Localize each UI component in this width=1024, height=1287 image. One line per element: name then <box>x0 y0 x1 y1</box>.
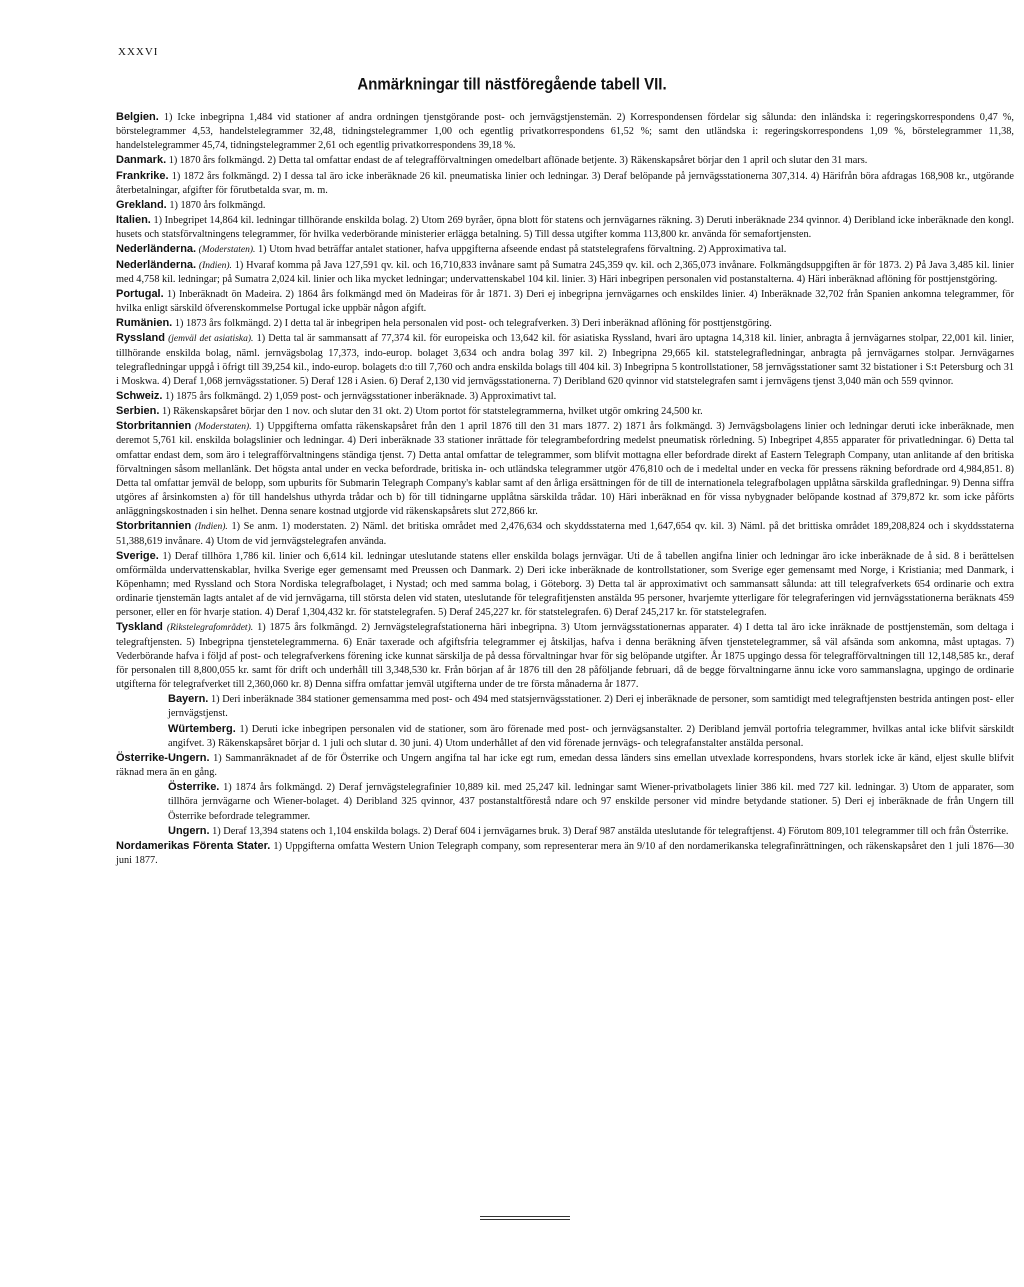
note-text: 1) Inberäknadt ön Madeira. 2) 1864 års folkmängd med ön Madeiras för år 1871. 3) Deri ej inbegripna jernvägarnes och enskildes linier. 4) Inberäknade 32,702 från Spanien ankomna telegrammer, för hvilka enligt särskild öfverenskommelse Portugal icke uppbär någon afgift. <box>116 288 1014 315</box>
note-text: 1) 1870 års folkmängd. 2) Detta tal omfattar endast de af telegrafförvaltningen omedelbart aflönade betjente. 3) Räkenskapsåret börjar den 1 april och slutar den 31 mars. <box>168 155 868 167</box>
note-text: 1) 1874 års folkmängd. 2) Deraf jernvägstelegrafinier 10,889 kil. med 25,247 kil. ledningar samt Wiener-privatbolagets linier 386 kil. med 727 kil. ledningar. 3) Utom de apparater, som tillhöra jernvägarne och Wiener-bolaget. 4) Deribland 325 qvinnor, 437 postanstaltförestå ndare och 97 enskilde personer vid mindre betydande stationer. 5) Deri ej inberäknade de från Ungern till Österrike befordrade telegrammer. <box>168 782 1014 822</box>
note-text: 1) Utom hvad beträffar antalet stationer, hafva uppgifterna afseende endast på statstelegrafens förvaltning. 2) Approximativa tal. <box>257 244 787 256</box>
note-text: 1) Deri inberäknade 384 stationer gemensamma med post- och 494 med statsjernvägsstationer. 2) Deri ej inberäknade de personer, som samtidigt med telegraftjensten bestrida antingen post- eller jernvägstjenst. <box>168 694 1015 720</box>
page-number: XXXVI <box>118 46 159 58</box>
note-country: Danmark. <box>116 154 167 167</box>
note-country: Frankrike. <box>116 169 169 182</box>
note-country-qualifier: (jemväl det asiatiska). <box>168 334 254 345</box>
note-country: Nederländerna. <box>116 243 197 256</box>
note-country: Tyskland <box>116 621 163 634</box>
note-country: Ryssland <box>116 332 165 345</box>
note-item <box>116 839 1014 868</box>
note-country: Italien. <box>116 214 151 227</box>
note-item <box>116 169 1014 198</box>
note-country: Schweiz. <box>116 389 163 402</box>
note-item <box>116 519 1014 548</box>
note-item <box>116 198 1014 213</box>
note-text: 1) Sammanräknadet af de för Österrike och Ungern angifna tal har icke egt rum, emedan dessa länders sins emellan utvexlade korrespondens, hvars storlek icke är känd, eljest skulle blifvit räknad mera än en gång. <box>116 752 1014 779</box>
note-country: Nordamerikas Förenta Stater. <box>116 839 271 852</box>
note-item <box>116 404 1014 419</box>
note-item <box>116 287 1014 316</box>
note-country: Storbritannien <box>116 420 192 433</box>
note-text: 1) Inbegripet 14,864 kil. ledningar tillhörande enskilda bolag. 2) Utom 269 byråer, öpna blott för statens och jernvägarnes räkning. 3) Deruti inberäknade 234 qvinnor. 4) Deribland icke inberäknade den kongl. husets och statsförvaltningens telegrammer, för hvilka vederbörande ministerier erlägga betalning. 5) Till dessa utgifter komma 113,800 kr. använda för semafortjensten. <box>116 215 1014 241</box>
footer-rule <box>480 1216 570 1217</box>
note-country-qualifier: (Indien). <box>198 260 232 271</box>
note-text: 1) Hvaraf komma på Java 127,591 qv. kil. och 16,710,833 invånare samt på Sumatra 245,359 qv. kil. och 2,365,073 invånare. Folkmängdsuppgiften är för 1873. 2) På Java 3,485 kil. linier med 4,758 kil. ledningar; på Sumatra 2,024 kil. linier och lika mycket ledningar; undervattenskabel 104 kil. linier. 3) Häri inbegripen personalen vid postanstalterna. 4) Häri inberäknad aflöning för posttjenstgöring. <box>116 259 1014 285</box>
note-item <box>116 258 1014 287</box>
note-text: 1) 1872 års folkmängd. 2) I dessa tal äro icke inberäknade 26 kil. pneumatiska linier och ledningar. 3) Deraf belöpande på jernvägsstationerna 307,314. 4) Härifrån böra afdragas 168,908 kr., utgörande återbetalningar, afgifter för förutbetalda svar, m. m. <box>116 170 1014 196</box>
note-text: 1) Uppgifterna omfatta Western Union Telegraph company, som representerar mera än 9/10 af den nordamerikanska telegrafinrättningen, och räkenskapsåret den 1 juli 1876—30 juni 1877. <box>116 840 1014 866</box>
note-country: Sverige. <box>116 549 159 562</box>
note-text: 1) Uppgifterna omfatta räkenskapsåret från den 1 april 1876 till den 31 mars 1877. 2) 1871 års folkmängd. 3) Jernvägsbolagens linier och ledningar deruti icke inberäknade, men deremot 5,761 kil. enskilda bolagslinier och ledningar. 4) Deri inberäknade 33 stationer inrättade för telegrambefordring medelst pneumatisk rörledning. 5) Inbegripet 4,855 apparater för privatledningar. 6) Detta tal omfattar endast dem, som äro i telegrafförvaltningens ständiga tjenst. 7) Detta antal omfattar de telegrammer, som blifvit mottagna eller befordrade direkt af Eastern Telegraph Company, utan anlitande af den britiska förvaltningen såsom mellanlänk. Det högsta antal under en vecka befordrade, britiska in- och utländska telegrammer utgör 476,810 och de i medeltal under en vecka för pressens räkning befordrade ord 4,984,851. 8) Detta tal omfattar jemväl de belopp, som upburits för Submarin Telegraph Company's kablar samt af den årliga ersättningen för de till de internationela telegrafbolagen upplåtna särskilda grafledningar. 9) Denna siffra utgöres af årsinkomsten a) för till handelshus uthyrda trådar och b) för till tidningarne upplåtna särskilda trådar. 10) Häri inberäknad en för vissa nybygnader belöpande kostnad af 379,872 kr. som icke påförts anläggningskostnaden i sin helhet. Denna senare kostnad utgjorde vid räkenskapsårets slut 272,866 kr. <box>116 421 1015 518</box>
footer-rule-lower <box>480 1219 570 1220</box>
note-country-qualifier: (Moderstaten). <box>194 422 252 433</box>
note-text: 1) Deraf tillhöra 1,786 kil. linier och 6,614 kil. ledningar uteslutande statens eller enskilda bolags jernvägar. Uti de å tabellen angifna linier och ledningar äro icke inberäknade de å sid. 8 i berättelsen omförmälda undervattenskablar, hvilka Sverige eger gemensamt med Preussen och Danmark. 2) Deri icke inberäknade de kontrollstationer, som Sverige eger gemensamt med Norge, i Kristiania; med Danmark, i Köpenhamn; med Ryssland och Stora Nordiska telegrafbolaget, i Nystad; och med samma bolag, i Göteborg. 3) Detta tal är approximativt och sammansatt sålunda: att till telegrafverkets 654 ordinarie och extra ordinarie tjenstemän lagts antalet af de vid jernvägarna, till största delen vid staten, uteslutande för telegrafitjensten anstälda 95 personer, hvarjemte ytterligare för telegraferingen vid jernvägsstationerna beräknats 459 personer, eller en för hvarje station. 4) Deraf 1,304,432 kr. för statstelegrafen. 5) Deraf 245,227 kr. för statstelegrafen. 6) Deraf 245,217 kr. för statstelegrafen. <box>116 550 1014 619</box>
note-country: Österrike. <box>168 781 220 794</box>
note-text: 1) Se anm. 1) moderstaten. 2) Näml. det britiska området med 2,476,634 och skyddsstaterna med 1,647,654 qv. kil. 3) Näml. på det brittiska området 189,208,824 och i skyddsstaterna 51,388,619 invånare. 4) Utom de vid jernvägstelegrafen använda. <box>116 521 1014 547</box>
note-item <box>116 549 1014 621</box>
note-country-qualifier: (Rikstelegrafområdet). <box>166 623 254 634</box>
note-country-qualifier: (Indien). <box>194 522 228 533</box>
note-text: 1) 1870 års folkmängd. <box>169 199 266 211</box>
note-country-qualifier: (Moderstaten). <box>198 245 256 256</box>
note-country: Rumänien. <box>116 317 173 330</box>
note-country: Nederländerna. <box>116 258 197 271</box>
note-country: Österrike-Ungern. <box>116 751 210 764</box>
note-text: 1) Räkenskapsåret börjar den 1 nov. och slutar den 31 okt. 2) Utom portot för statstelegrammerna, hvilket utgör omkring 24,500 kr. <box>161 406 703 418</box>
note-item <box>116 316 1014 331</box>
note-country: Belgien. <box>116 111 159 123</box>
note-text: 1) Deraf 13,394 statens och 1,104 enskilda bolags. 2) Deraf 604 i jernvägarnes bruk. 3) Deraf 987 anstälda uteslutande för telegraftjenst. 4) Förutom 809,101 telegrammer till och från Österrike. <box>212 825 1009 837</box>
note-item <box>116 213 1014 242</box>
note-text: 1) Deruti icke inbegripen personalen vid de stationer, som äro förenade med post- och jernvägsanstalter. 2) Deribland jemväl portofria telegrammer, hvilkas antal icke blifvit särskildt angifvet. 3) Räkenskapsåret börjar d. 1 juli och slutar d. 30 juni. 4) Utom underhållet af den vid förenade jernvägs- och telegrafanstalter anstälda personal. <box>168 723 1014 749</box>
note-country: Grekland. <box>116 198 167 211</box>
note-country: Portugal. <box>116 287 164 300</box>
note-item <box>116 153 1014 168</box>
note-country: Würtemberg. <box>168 722 236 735</box>
page-heading: Anmärkningar till nästföregående tabell VII. <box>357 75 667 94</box>
note-item <box>116 824 1014 839</box>
note-item <box>116 242 1014 257</box>
note-country: Storbritannien <box>116 520 192 533</box>
note-text: 1) Icke inbegripna 1,484 vid stationer af andra ordningen tjenstgörande post- och jernvägstjenstemän. 2) Korrespondensen fördelar sig sålunda: den inländska i: regeringskorrespondens 0,47 %, börstelegrammer 4,53, handelstelegrammer 32,48, tidningstelegrammer 1,00 och egentlig privatkorrespondens 61,52 %; samt den utländska i: regeringskorrespondens 1,09 %, börstelegrammer 11,38, handelstelegrammer 45,74, tidningstelegrammer 2,61 och egentlig privatkorrespondens 39,18 %. <box>116 112 1014 152</box>
notes-list <box>116 110 1014 868</box>
note-text: 1) 1873 års folkmängd. 2) I detta tal är inbegripen hela personalen vid post- och telegrafverken. 3) Deri inberäknad aflöning för posttjenstgöring. <box>174 318 772 330</box>
note-item <box>116 751 1014 780</box>
note-item <box>116 110 1014 153</box>
note-text: 1) 1875 års folkmängd. 2) 1,059 post- och jernvägsstationer inberäknade. 3) Approximativt tal. <box>165 390 557 402</box>
note-country: Bayern. <box>168 693 209 706</box>
note-text: 1) 1875 års folkmängd. 2) Jernvägstelegrafstationerna häri inbegripna. 3) Utom jernvägsstationernas apparater. 4) I detta tal äro icke inräknade de posttjenstemän, som deltaga i telegraftjensten. 5) Inbegripna tjenstetelegrammerna. 6) Enär taxerade och afgiftsfria telegrammer ej åtskiljas, hafva i denna beräkning äfven tjenstetelegrammer, så väl afsända som ankomna, måst uptagas. 7) Vederbörande hafva i följd af post- och telegrafverkens förening icke kunnat särskilja de på dessa förvaltningar hvar för sig belöpande utgifter. År 1875 upgingo dessa för telegrafförvaltningen till 12,148,585 kr., deraf för personalen till 8,800,055 kr. samt för drift och underhåll till 3,348,530 kr. Från början af år 1876 till den 28 påföljande februari, då de begge förvaltningarne ännu icke voro sammanslagna, upgingo de ordinarie utgifterna för telegrafverket till 2,360,060 kr. 8) Denna siffra omfattar jemväl utgifterna under de tre första månaderna år 1877. <box>116 622 1014 691</box>
note-text: 1) Detta tal är sammansatt af 77,374 kil. för europeiska och 13,642 kil. för asiatiska Ryssland, hvari äro uptagna 14,318 kil. linier, anbragta å jernvägarnes stolpar, 22,001 kil. linier, tillhörande enskilda bolag, näml. jernvägsbolag 17,373, indo-europ. bolaget 3,634 och andra bolag 397 kil. 2) Inbegripna 29,665 kil. statstelegrafledningar, anbragta på jernvägarnes stolpar. Jernvägarnes telegrafledningar uppgå i öfrigt till 39,254 kil., indo-europ. bolagets d:o till 7,760 och andra enskilda bolags till 404 kil. 3) Inbegripna 5 kontrollstationer, 58 jernvägsstationer samt 32 bistationer i S:t Petersburg och 31 i Moskwa. 4) Deraf 1,068 jernvägsstationer. 5) Deraf 128 i Asien. 6) Deraf 2,130 vid jernvägsstationerna. 7) Deribland 620 qvinnor vid statstelegrafen samt i jernvägens tjenst 3,040 män och 559 qvinnor. <box>116 333 1014 387</box>
note-country: Ungern. <box>168 824 210 837</box>
note-item <box>116 419 1014 519</box>
note-item <box>116 692 1014 721</box>
note-item <box>116 620 1014 692</box>
note-item <box>116 331 1014 389</box>
note-country: Serbien. <box>116 405 160 418</box>
note-item <box>116 780 1014 823</box>
note-item <box>116 722 1014 751</box>
note-item <box>116 389 1014 404</box>
